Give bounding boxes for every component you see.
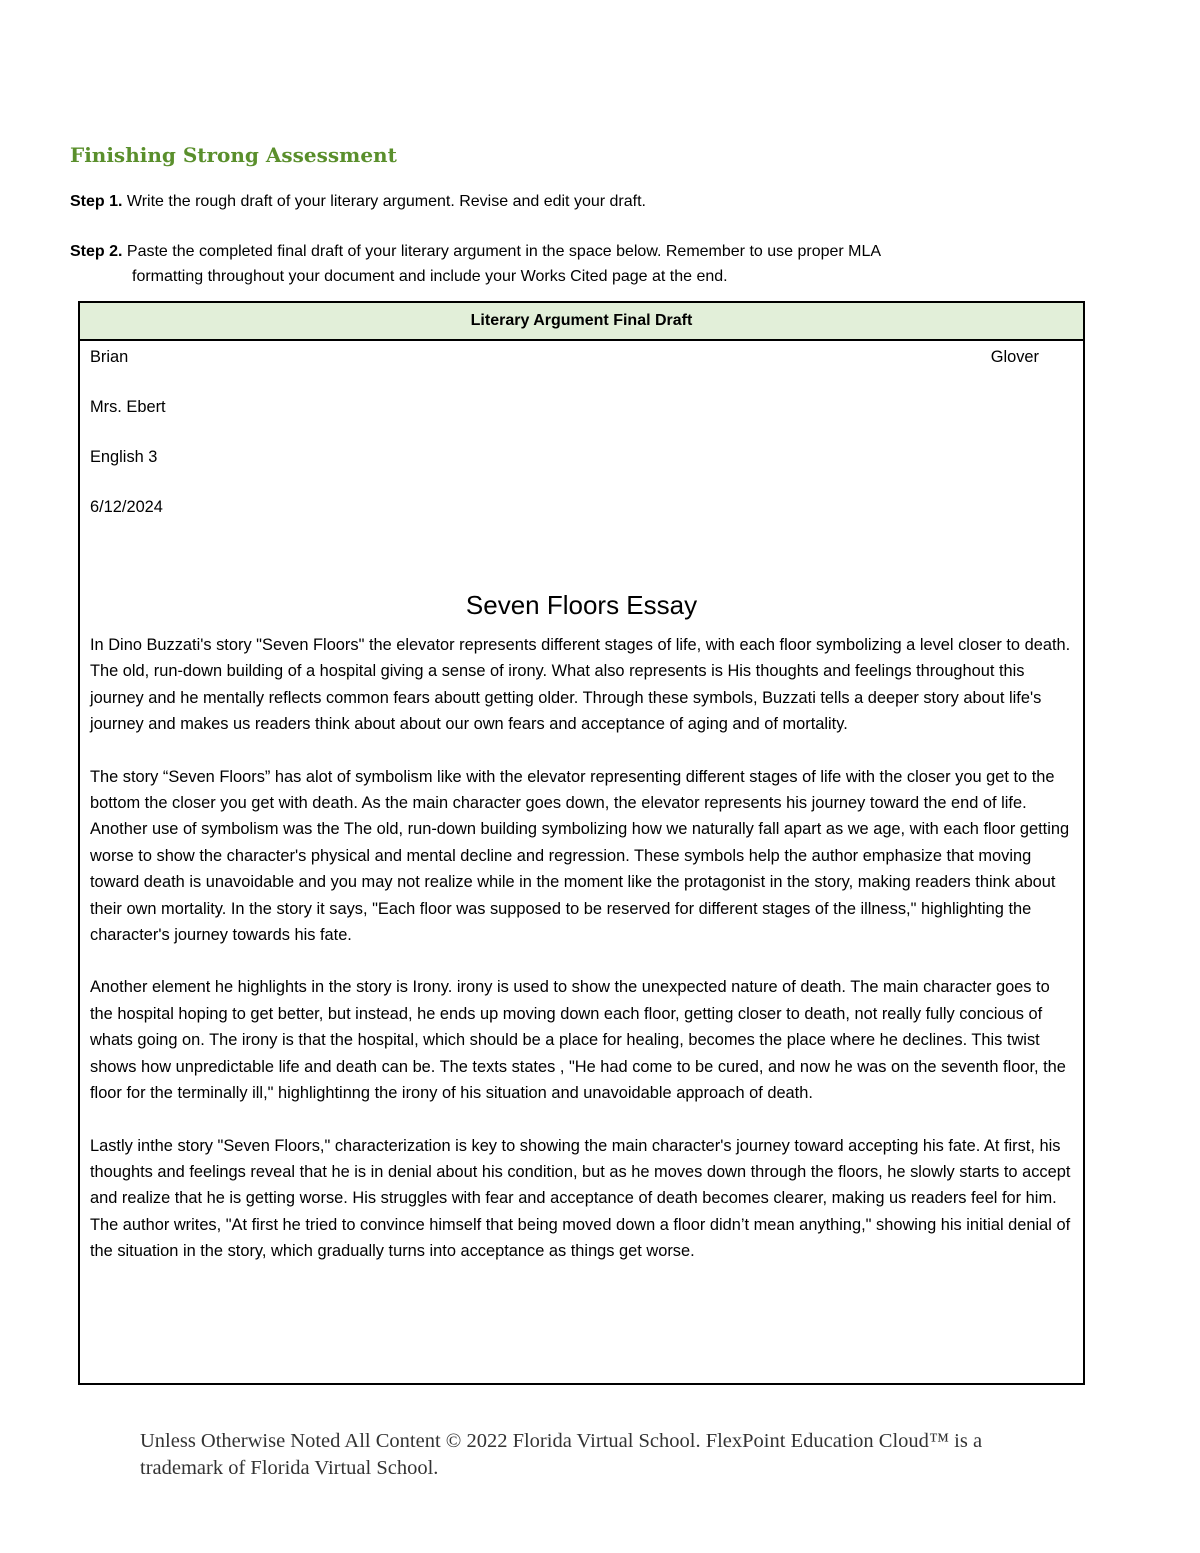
- essay-paragraph-3: Another element he highlights in the story is Irony. irony is used to show the unexpected nature of death. The main character goes to the hospital hoping to get better, but instead, he ends up moving down each floor, getting closer to death, not really fully concious of whats going on. The irony is that the hospital, which should be a place for healing, becomes the place where he declines. This twist shows how unpredictable life and death can be. The texts states , "He had come to be cured, and now he was on the seventh floor, the floor for the terminally ill," highlightinng the irony of his situation and unavoidable approach of death.: [90, 978, 1066, 1103]
- final-draft-content[interactable]: [80, 341, 1083, 1265]
- essay-paragraph-1: In Dino Buzzati's story "Seven Floors" the elevator represents different stages of life, with each floor symbolizing a level closer to death. The old, run-down building of a hospital giving a sense of irony. What also represents is His thoughts and feelings throughout this journey and he mentally reflects common fears aboutt getting older. Through these symbols, Buzzati tells a deeper story about life's journey and makes us readers think about about our own fears and acceptance of aging and of mortality.: [90, 636, 1071, 734]
- final-draft-box: [78, 301, 1085, 1385]
- essay-title: Seven Floors Essay: [465, 590, 698, 620]
- essay-paragraph-2: The story “Seven Floors” has alot of symbolism like with the elevator representing different stages of life with the closer you get to the bottom the closer you get with death. As the main character goes down, the elevator represents his journey toward the end of life. Another use of symbolism was the The old, run-down building symbolizing how we naturally fall apart as we age, with each floor getting worse to show the character's physical and mental decline and regression. These symbols help the author emphasize that moving toward death is unavoidable and you may not realize while in the moment like the protagonist in the story, making readers think about their own mortality. In the story it says, "Each floor was supposed to be reserved for different stages of the illness," highlighting the character's journey towards his fate.: [90, 767, 1070, 945]
- course-name: English 3: [90, 448, 158, 466]
- step-2-text-line2: formatting throughout your document and include your Works Cited page at the end.: [132, 268, 728, 285]
- essay-date: 6/12/2024: [90, 498, 163, 516]
- step-2-instruction: [70, 239, 1060, 289]
- student-name-row: [90, 344, 1073, 370]
- step-1-text: Write the rough draft of your literary argument. Revise and edit your draft.: [122, 193, 646, 210]
- assessment-heading: Finishing Strong Assessment: [70, 143, 397, 167]
- teacher-name: Mrs. Ebert: [90, 398, 166, 416]
- final-draft-header: Literary Argument Final Draft: [80, 303, 1083, 341]
- essay-paragraph-4: Lastly inthe story "Seven Floors," characterization is key to showing the main character's journey toward accepting his fate. At first, his thoughts and feelings reveal that he is in denial about his condition, but as he moves down through the floors, he slowly starts to accept and realize that he is getting worse. His struggles with fear and acceptance of death becomes clearer, making us readers feel for him. The author writes, "At first he tried to convince himself that being moved down a floor didn’t mean anything," showing his initial denial of the situation in the story, which gradually turns into acceptance as things get worse.: [90, 1136, 1071, 1261]
- step-2-label: Step 2.: [70, 243, 123, 260]
- step-1-label: Step 1.: [70, 193, 123, 210]
- copyright-footer: Unless Otherwise Noted All Content © 2022 Florida Virtual School. FlexPoint Education Cloud™ is a trademark of Florida Virtual School.: [140, 1430, 983, 1479]
- student-last-name: Glover: [990, 348, 1039, 366]
- student-first-name: Brian: [90, 348, 129, 366]
- step-2-text-line1: Paste the completed final draft of your literary argument in the space below. Remember to use proper MLA: [122, 243, 882, 260]
- step-1-instruction: [70, 189, 646, 214]
